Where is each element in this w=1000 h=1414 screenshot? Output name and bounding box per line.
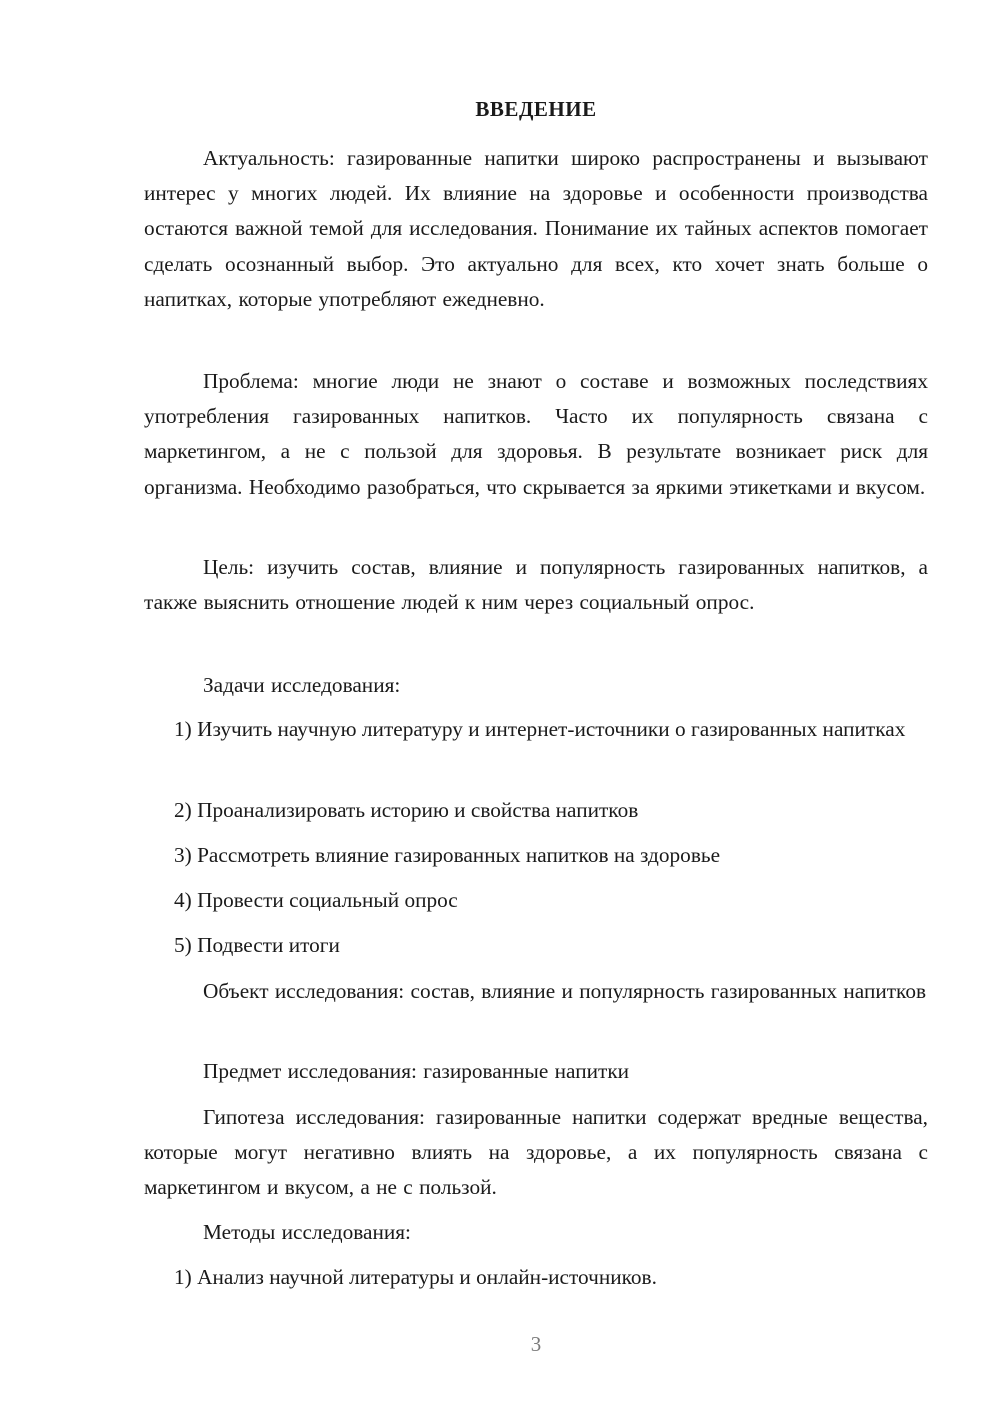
tasks-title: Задачи исследования: — [203, 673, 401, 697]
object-paragraph: Объект исследования: состав, влияние и популярность газированных напитков — [203, 979, 927, 1003]
problem-paragraph: Проблема: многие люди не знают о составе и возможных последствиях употребления газированных напитков. Часто их популярность связана с маркетингом, а не с пользой для здоровья. В результате возникает риск для организма. Необходимо разобраться, что скрывается за яркими этикетками и вкусом. — [144, 369, 928, 499]
task-item-4: 4) Провести социальный опрос — [174, 888, 458, 912]
method-item-1: 1) Анализ научной литературы и онлайн-источников. — [174, 1265, 657, 1289]
hypothesis-paragraph: Гипотеза исследования: газированные напитки содержат вредные вещества, которые могут негативно влиять на здоровье, а их популярность связана с маркетингом и вкусом, а не с пользой. — [144, 1105, 928, 1200]
goal-paragraph: Цель: изучить состав, влияние и популярность газированных напитков, а также выяснить отношение людей к ним через социальный опрос. — [144, 555, 928, 615]
task-item-1: 1) Изучить научную литературу и интернет-источники о газированных напитках — [174, 717, 906, 741]
task-item-2: 2) Проанализировать историю и свойства напитков — [174, 798, 639, 822]
page-number: 3 — [530, 1332, 542, 1356]
document-page — [144, 0, 928, 1414]
section-heading: ВВЕДЕНИЕ — [475, 97, 597, 121]
subject-paragraph: Предмет исследования: газированные напитки — [203, 1059, 630, 1083]
methods-title: Методы исследования: — [203, 1220, 411, 1244]
relevance-paragraph: Актуальность: газированные напитки широко распространены и вызывают интерес у многих людей. Их влияние на здоровье и особенности производства остаются важной темой для исследования. Понимание их тайных аспектов помогает сделать осознанный выбор. Это актуально для всех, кто хочет знать больше о напитках, которые употребляют ежедневно. — [144, 146, 928, 311]
task-item-3: 3) Рассмотреть влияние газированных напитков на здоровье — [174, 843, 721, 867]
task-item-5: 5) Подвести итоги — [174, 933, 340, 957]
